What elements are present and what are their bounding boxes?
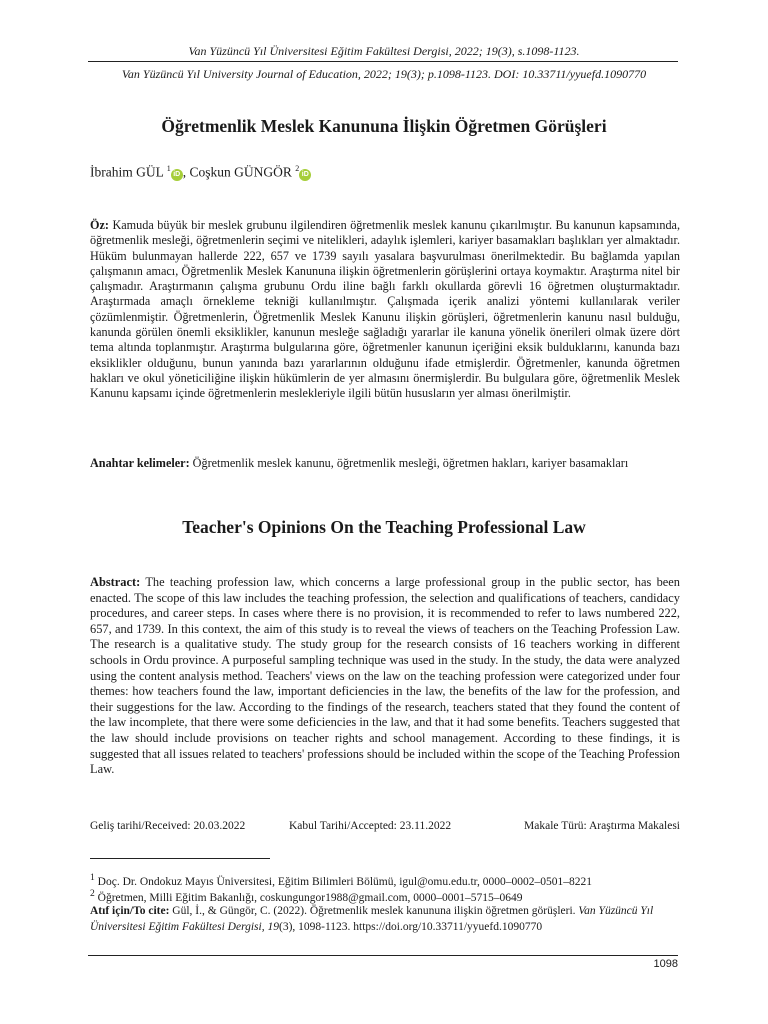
footnote-divider [90, 858, 270, 859]
accepted-date: Kabul Tarihi/Accepted: 23.11.2022 [289, 820, 452, 832]
footnote-1-marker: 1 [90, 872, 95, 883]
header-divider [88, 61, 678, 62]
received-date: Geliş tarihi/Received: 20.03.2022 [90, 820, 246, 832]
abstract-tr-label: Öz: [90, 218, 109, 232]
author-1: İbrahim GÜL [90, 164, 164, 180]
citation [90, 904, 680, 935]
abstract-en [90, 575, 680, 778]
footnote-2-marker: 2 [90, 888, 95, 899]
abstract-en-text: The teaching profession law, which concerns a large professional group in the public sector, has been enacted. The scope of this law includes the teaching profession, the selection and qualifications of teachers, candidacy procedures, and career steps. In cases where there is no provision, it is recommended to refer to laws numbered 222, 657, and 1739. In this context, the aim of this study is to reveal the views of teachers on the Teaching Profession Law. The research is a qualitative study. The study group for the research consists of 16 teachers working in different schools in Ordu province. A purposeful sampling technique was used in the study. In the study, the data were analyzed using the content analysis method. Teachers' views on the law on the teaching profession were categorized under four themes: how teachers found the law, important deficiencies in the law, the benefits of the law for the profession, and their suggestions for the law. According to the findings of the research, teachers stated that they found the content of the law incomplete, that there were some deficiencies in the law, and that it had some benefits. Teachers suggested that the law should include provisions on teacher rights and school management. According to these findings, it is suggested that all issues related to teachers' professions should be included within the scope of the Teaching Profession Law. [90, 575, 680, 777]
abstract-tr [90, 218, 680, 402]
keywords-label: Anahtar kelimeler: [90, 456, 190, 470]
citation-journal: Van Yüzüncü Yıl Üniversitesi Eğitim Fakültesi Dergisi, 19 [90, 905, 654, 933]
author-line [90, 164, 311, 181]
abstract-tr-text: Kamuda büyük bir meslek grubunu ilgilendiren öğretmenlik meslek kanunu çıkarılmıştır. Bu kanunun kapsamında, öğretmenlik mesleği, öğretmenlerin seçimi ve nitelikleri, adaylık işlemleri, kariyer basamakları başlıkları yer almaktadır. Hüküm bulunmayan hallerde 222, 657 ve 1739 sayılı yasalara başvurulması önerilmektedir. Bu bağlamda yapılan çalışmanın amacı, Öğretmenlik Meslek Kanununa ilişkin öğretmenlerin görüşlerini ortaya koymaktır. Araştırma nitel bir çalışmadır. Araştırmanın çalışma grubunu Ordu iline bağlı farklı okullarda görevli 16 öğretmen oluşturmaktadır. Araştırmada amaçlı örnekleme tekniği kullanılmıştır. Çalışmada içerik analizi yöntemi kullanılarak veriler çözümlenmiştir. Öğretmenlerin, Öğretmenlik Meslek Kanunu ilişkin görüşleri, öğretmenlerin kanunu nasıl bulduğu, kanunda görülen önemli eksiklikler, kanunun mesleğe sağladığı yararlar ile kanuna yönelik önerileri olmak üzere dört tema altında toplanmıştır. Araştırma bulgularına göre, öğretmenler kanunun içeriğini eksik bulduklarını, kanunda bazı eksiklikler olduğunu, bunun yanında bazı yararlarının olduğunu ifade etmişlerdir. Öğretmenler, kanunda öğretmen hakları ve okul yöneticiliğine ilişkin hükümlerin de yer almasını önermişlerdir. Bu bulgulara göre, öğretmenlik Meslek Kanunu kapsamı içinde öğretmenlerin meslekleriyle ilgili bütün hususların yer alması önerilmiştir. [90, 218, 680, 401]
footer-divider [88, 955, 678, 956]
article-title-en: Teacher's Opinions On the Teaching Professional Law [182, 517, 586, 537]
citation-text: Gül, İ., & Güngör, C. (2022). Öğretmenlik meslek kanununa ilişkin öğretmen görüşleri. [169, 905, 579, 917]
footnote-2-text: Öğretmen, Milli Eğitim Bakanlığı, coskungungor1988@gmail.com, 0000–0001–5715–0649 [94, 891, 523, 904]
journal-header-tr: Van Yüzüncü Yıl Üniversitesi Eğitim Fakültesi Dergisi, 2022; 19(3), s.1098-1123. [188, 44, 580, 58]
article-title-tr: Öğretmenlik Meslek Kanununa İlişkin Öğretmen Görüşleri [161, 116, 607, 136]
author-2-affiliation: 2 [295, 164, 300, 173]
author-separator: , [182, 164, 190, 180]
orcid-icon[interactable]: iD [299, 169, 311, 181]
page-number: 1098 [653, 958, 678, 970]
author-1-affiliation: 1 [166, 164, 171, 173]
keywords-text: Öğretmenlik meslek kanunu, öğretmenlik mesleği, öğretmen hakları, kariyer basamakları [189, 456, 629, 470]
footnote-1-text: Doç. Dr. Ondokuz Mayıs Üniversitesi, Eğitim Bilimleri Bölümü, igul@omu.edu.tr, 0000–0002–0501–8221 [94, 875, 593, 888]
orcid-icon[interactable]: iD [171, 169, 183, 181]
journal-header-en: Van Yüzüncü Yıl University Journal of Education, 2022; 19(3); p.1098-1123. DOI: 10.33711/yyuefd.1090770 [121, 67, 647, 81]
author-2: Coşkun GÜNGÖR [189, 164, 292, 180]
citation-doi[interactable]: (3), 1098-1123. https://doi.org/10.33711/yyuefd.1090770 [278, 920, 543, 933]
article-type: Makale Türü: Araştırma Makalesi [524, 820, 680, 832]
abstract-en-label: Abstract: [90, 575, 141, 589]
keywords-tr [90, 456, 680, 471]
citation-label: Atıf için/To cite: [90, 905, 170, 917]
